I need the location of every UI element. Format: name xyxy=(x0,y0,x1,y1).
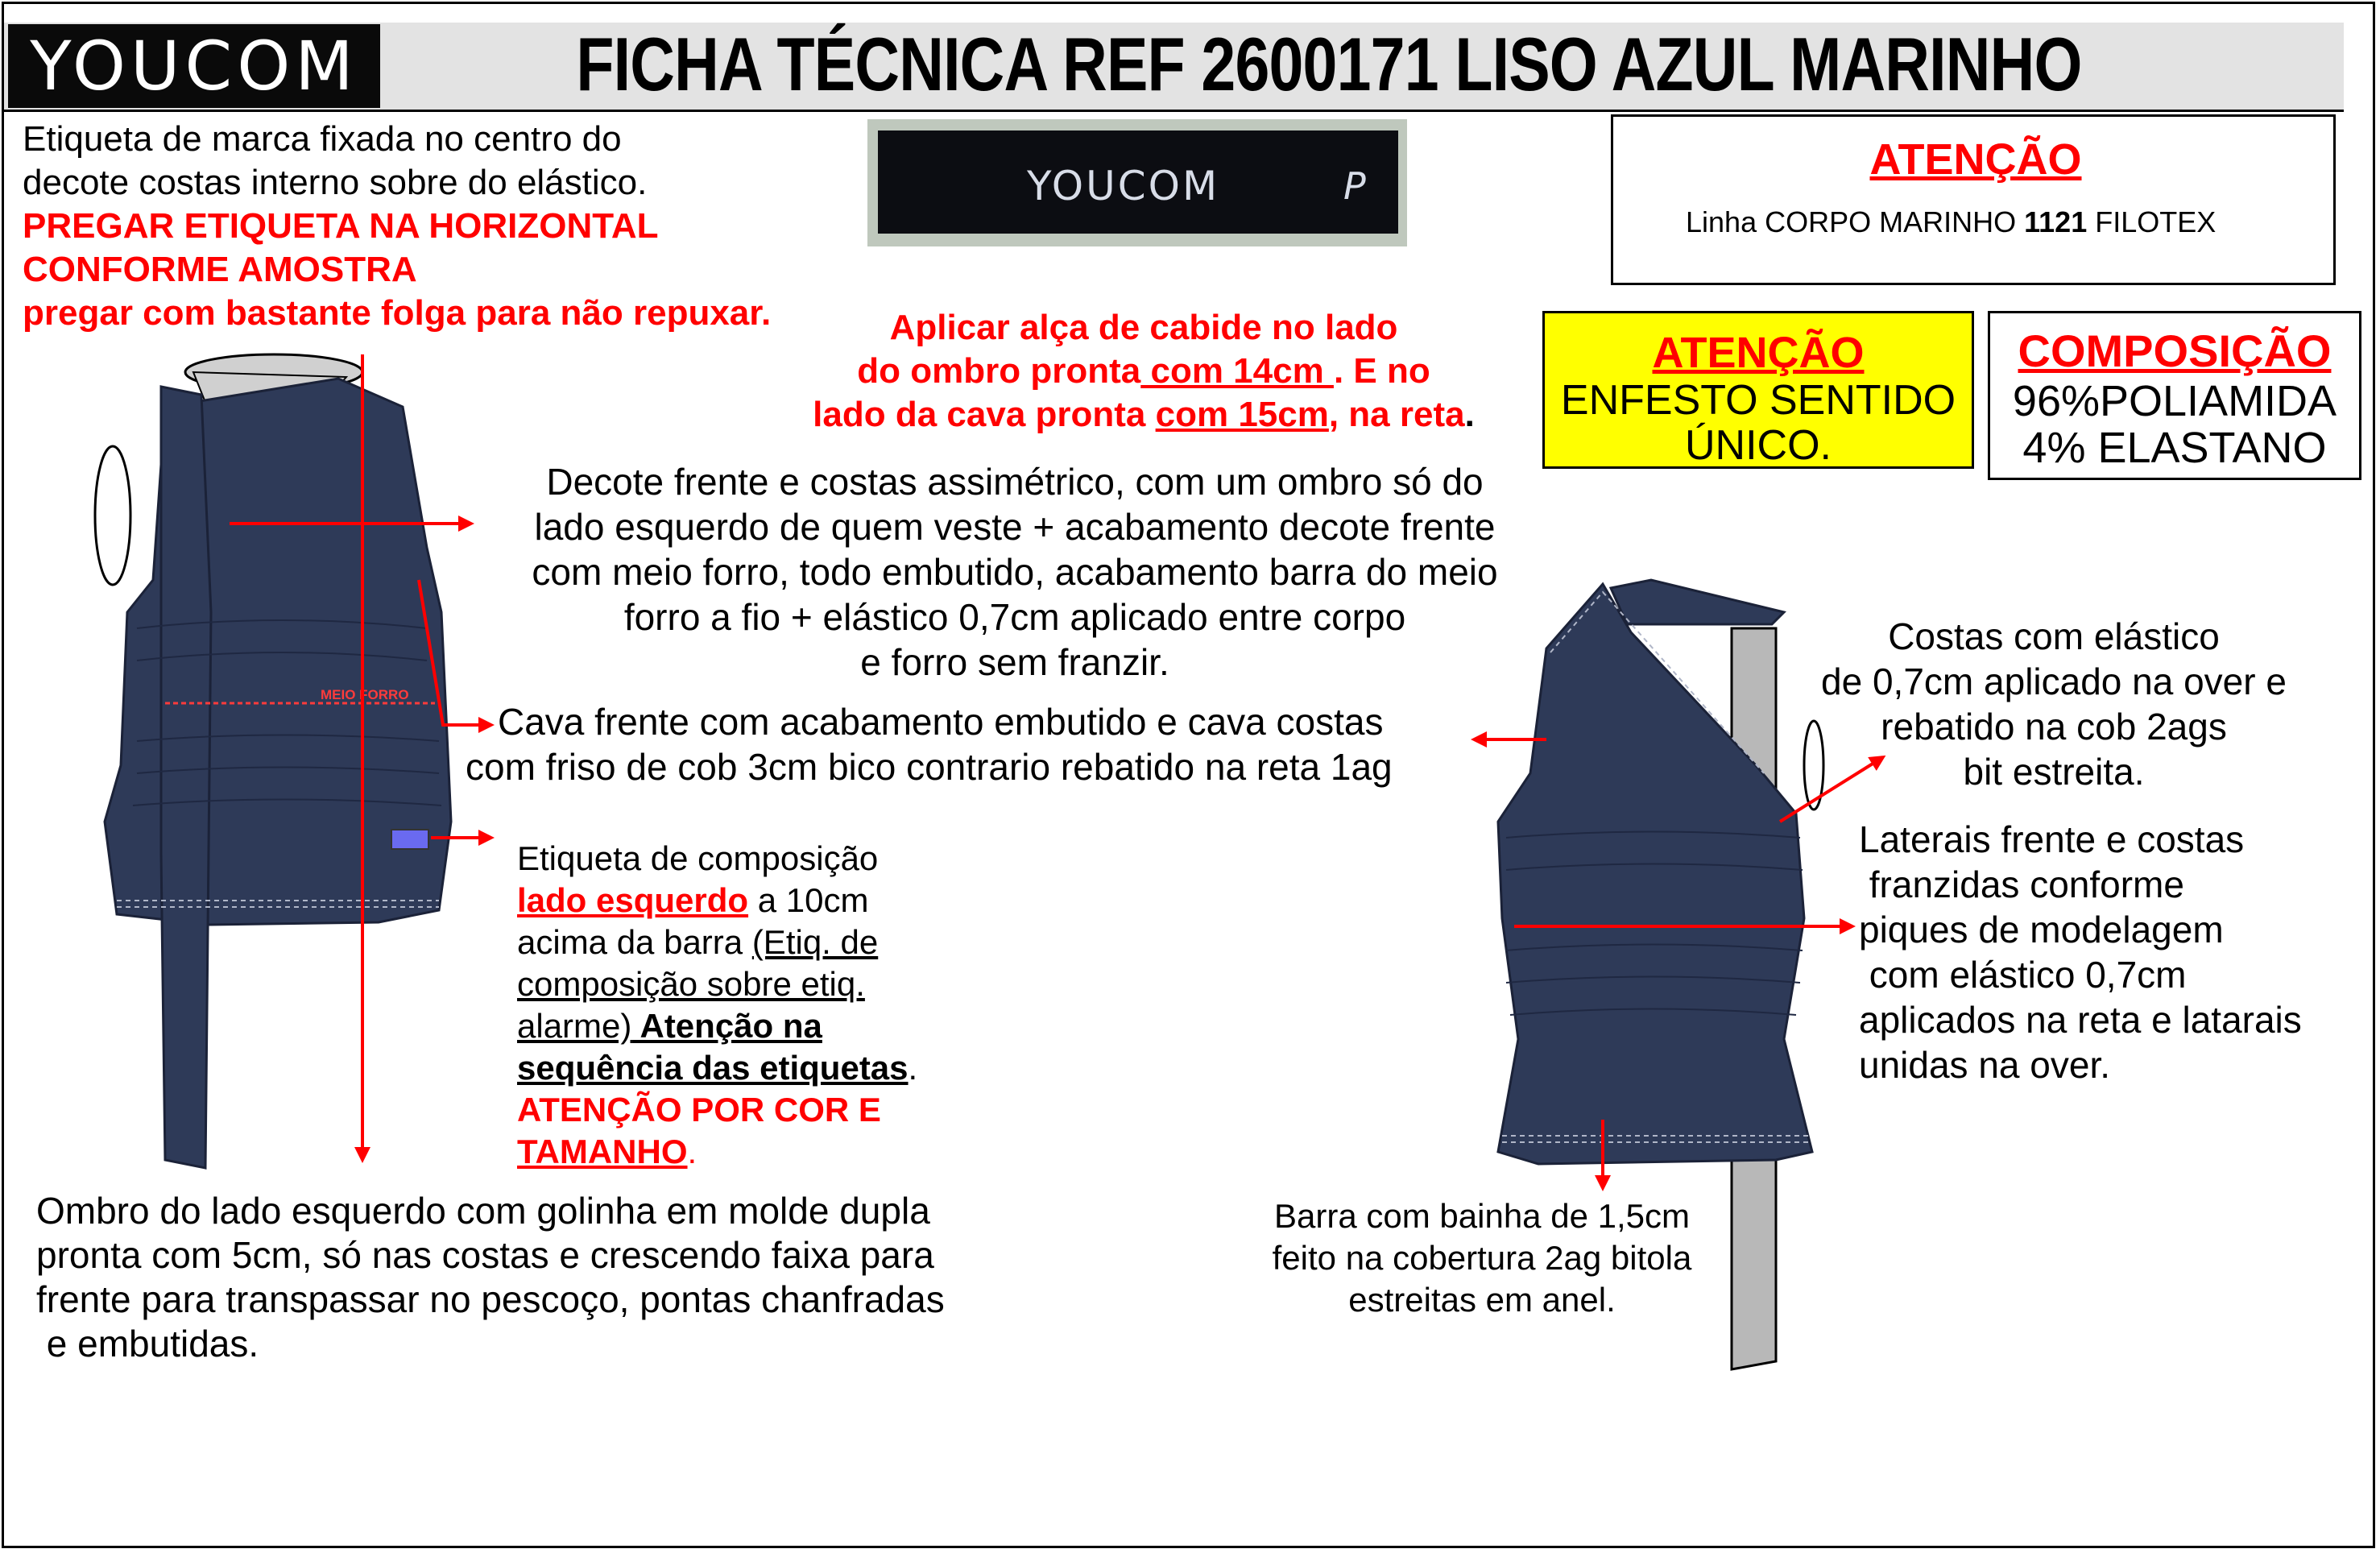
front-garment-drawing xyxy=(95,354,491,1168)
back-note-line: de 0,7cm aplicado na over e xyxy=(1821,661,2287,702)
neckline-note-line: e forro sem franzir. xyxy=(860,641,1169,683)
hanger-note-line: Aplicar alça de cabide no lado xyxy=(889,308,1398,347)
brand-label-logo: YOUCOM xyxy=(1027,163,1220,209)
shoulder-note-line: Ombro do lado esquerdo com golinha em molde dupla xyxy=(36,1190,930,1232)
armhole-note-line: Cava frente com acabamento embutido e cava costas xyxy=(498,701,1384,743)
back-note-line: rebatido na cob 2ags xyxy=(1881,706,2227,748)
comp-note-text: acima da barra xyxy=(517,923,752,961)
shoulder-note-line: e embutidas. xyxy=(36,1323,259,1365)
brand-logo: YOUCOM xyxy=(8,24,380,108)
comp-note-line: composição sobre etiq. xyxy=(517,965,865,1003)
composition-line: 96%POLIAMIDA xyxy=(2012,377,2337,425)
thread-code: 1121 xyxy=(2024,205,2088,238)
neckline-note-line: com meio forro, todo embutido, acabamento barra do meio xyxy=(532,551,1498,593)
sides-note-line: unidas na over. xyxy=(1859,1044,2111,1086)
composition-title: COMPOSIÇÃO xyxy=(2018,325,2332,376)
page-title: FICHA TÉCNICA REF 2600171 LISO AZUL MARINHO xyxy=(576,22,2082,106)
composition-line: 4% ELASTANO xyxy=(2022,424,2327,472)
comp-note-text: . xyxy=(908,1049,918,1087)
comp-note-text: a 10cm xyxy=(748,881,869,919)
label-note-line: decote costas interno sobre do elástico. xyxy=(23,163,648,202)
comp-note-text: . xyxy=(687,1133,697,1170)
hanger-note-text: lado da cava pronta xyxy=(813,395,1156,434)
spread-line: ÚNICO. xyxy=(1685,422,1832,469)
brand-label-size: P xyxy=(1343,164,1366,208)
thread-text: Linha CORPO MARINHO xyxy=(1686,205,2025,238)
label-note-warning: PREGAR ETIQUETA NA HORIZONTAL xyxy=(23,206,659,246)
back-note-line: bit estreita. xyxy=(1963,751,2145,793)
hem-note-line: estreitas em anel. xyxy=(1348,1281,1616,1319)
sides-note-line: aplicados na reta e latarais xyxy=(1859,999,2302,1041)
label-note-warning: pregar com bastante folga para não repuxar. xyxy=(23,293,772,333)
thread-text: FILOTEX xyxy=(2087,205,2217,238)
comp-note-highlight: sequência das etiquetas xyxy=(517,1049,909,1087)
hanger-note-text: , na reta xyxy=(1328,395,1465,434)
sides-note-line: com elástico 0,7cm xyxy=(1859,954,2187,996)
composition-label-marker xyxy=(391,830,428,849)
comp-note-line: Etiqueta de composição xyxy=(517,839,879,877)
hanger-note-text: do ombro pronta xyxy=(857,351,1141,391)
comp-note-warning: ATENÇÃO POR COR E xyxy=(517,1091,881,1129)
back-garment-drawing xyxy=(1474,580,1883,1369)
comp-note-text: (Etiq. de xyxy=(751,923,879,961)
neckline-note-line: Decote frente e costas assimétrico, com um ombro só do xyxy=(546,461,1484,503)
sides-note-line: piques de modelagem xyxy=(1859,909,2224,950)
comp-note-text: alarme) xyxy=(517,1007,632,1045)
label-note-line: Etiqueta de marca fixada no centro do xyxy=(23,119,622,159)
back-note-line: Costas com elástico xyxy=(1888,615,2220,657)
hanger-note-text: . xyxy=(1464,395,1475,434)
comp-note-highlight: lado esquerdo xyxy=(517,881,749,919)
shoulder-note-line: pronta com 5cm, só nas costas e crescendo faixa para xyxy=(36,1234,934,1276)
spread-line: ENFESTO SENTIDO xyxy=(1560,377,1956,424)
comp-note-warning: TAMANHO xyxy=(517,1133,688,1170)
neckline-note-line: lado esquerdo de quem veste + acabamento decote frente xyxy=(534,506,1496,548)
sides-note-line: franzidas conforme xyxy=(1859,863,2184,905)
attention-thread-title: ATENÇÃO xyxy=(1869,135,2082,184)
neck-strap xyxy=(161,387,211,1168)
hem-note-line: Barra com bainha de 1,5cm xyxy=(1274,1197,1690,1235)
hem-note-line: feito na cobertura 2ag bitola xyxy=(1272,1239,1692,1277)
back-neck-band xyxy=(1611,580,1784,624)
hanger-loop-left xyxy=(95,446,130,585)
shoulder-note-line: frente para transpassar no pescoço, pontas chanfradas xyxy=(36,1278,945,1320)
sides-note-line: Laterais frente e costas xyxy=(1859,818,2245,860)
hanger-note-measure: com 14cm xyxy=(1140,351,1334,391)
back-elastic-arrow xyxy=(1780,757,1883,822)
comp-note-highlight: Atenção na xyxy=(631,1007,822,1045)
armhole-note-line: com friso de cob 3cm bico contrario rebatido na reta 1ag xyxy=(466,746,1393,788)
label-note-warning: CONFORME AMOSTRA xyxy=(23,250,417,289)
meio-forro-label: MEIO FORRO xyxy=(321,687,409,702)
hanger-note-measure: com 15cm xyxy=(1155,395,1329,434)
neckline-note-line: forro a fio + elástico 0,7cm aplicado entre corpo xyxy=(623,596,1406,638)
attention-spread-title: ATENÇÃO xyxy=(1652,329,1865,377)
hanger-note-text: . E no xyxy=(1333,351,1430,391)
